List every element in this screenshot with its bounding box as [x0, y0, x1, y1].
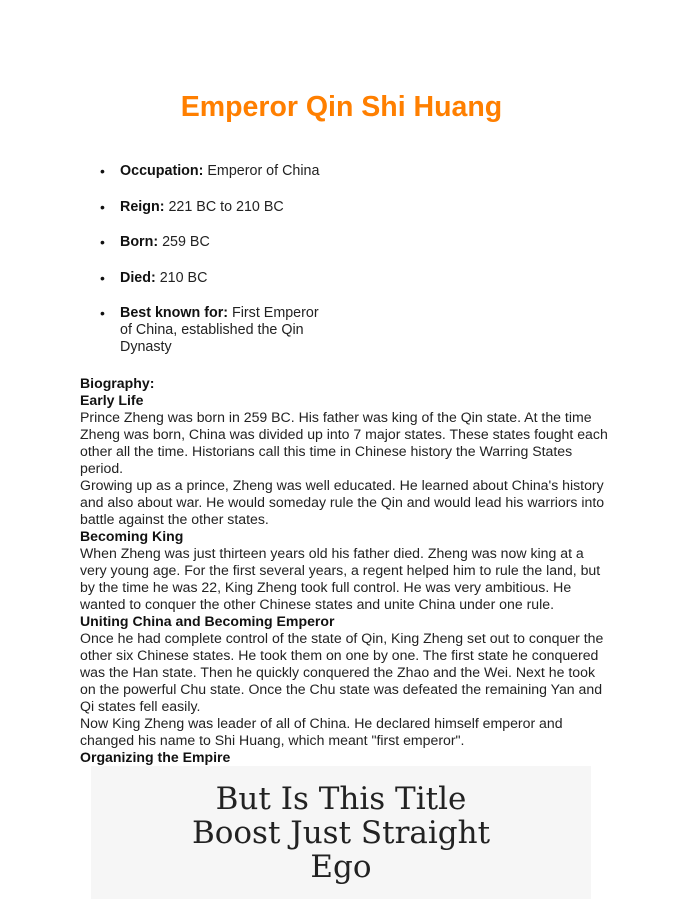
caption-overlay: [91, 766, 591, 899]
section-heading-organizing-empire: Organizing the Empire: [80, 749, 231, 765]
fact-label: Died:: [120, 269, 156, 286]
fact-item: [100, 305, 332, 356]
fact-label: Best known for:: [120, 305, 229, 321]
paragraph: When Zheng was just thirteen years old his father died. Zheng was now king at a very young age. For the first several years, a regent helped him to rule the land, but by the time he was 22, King Zheng took full control. He was very ambitious. He wanted to conquer the other Chinese states and unite China under one rule.: [80, 545, 601, 612]
fact-label: Reign:: [120, 198, 165, 215]
fact-item: [100, 234, 332, 251]
fact-item: [100, 163, 332, 180]
overlay-caption: But Is This Title Boost Just Straight Ego: [191, 780, 491, 885]
section-heading-becoming-king: Becoming King: [80, 528, 184, 544]
fact-value: 259 BC: [162, 234, 210, 250]
section-heading-early-life: Early Life: [80, 392, 144, 408]
biography-heading: Biography:: [80, 375, 155, 391]
paragraph: Now King Zheng was leader of all of China. He declared himself emperor and changed his name to Shi Huang, which meant "first emperor".: [80, 715, 563, 748]
paragraph: Growing up as a prince, Zheng was well educated. He learned about China's history and also about war. He would someday rule the Qin and would lead his warriors into battle against the other states.: [80, 477, 605, 527]
page-title: Emperor Qin Shi Huang: [180, 91, 503, 123]
fact-item: [100, 270, 332, 287]
fact-label: Born:: [120, 234, 159, 250]
section-heading-uniting-china: Uniting China and Becoming Emperor: [80, 613, 335, 629]
fact-value: 221 BC to 210 BC: [168, 198, 284, 215]
fact-value: Emperor of China: [207, 163, 320, 179]
paragraph: Prince Zheng was born in 259 BC. His father was king of the Qin state. At the time Zheng was born, China was divided up into 7 major states. These states fought each other all the time. Historians call this time in Chinese history the Warring States period.: [80, 409, 608, 476]
biography-body: [80, 375, 610, 766]
paragraph: Once he had complete control of the state of Qin, King Zheng set out to conquer the other six Chinese states. He took them on one by one. The first state he conquered was the Han state. Then he quickly conquered the Zhao and the Wei. Next he took on the powerful Chu state. Once the Chu state was defeated the remaining Yan and Qi states fell easily.: [80, 630, 604, 714]
fact-item: [100, 199, 332, 216]
fact-value: 210 BC: [159, 269, 208, 286]
fact-value: First Emperor of China, established the Qin Dynasty: [120, 305, 319, 355]
facts-list: [100, 163, 332, 375]
fact-label: Occupation:: [120, 163, 204, 179]
